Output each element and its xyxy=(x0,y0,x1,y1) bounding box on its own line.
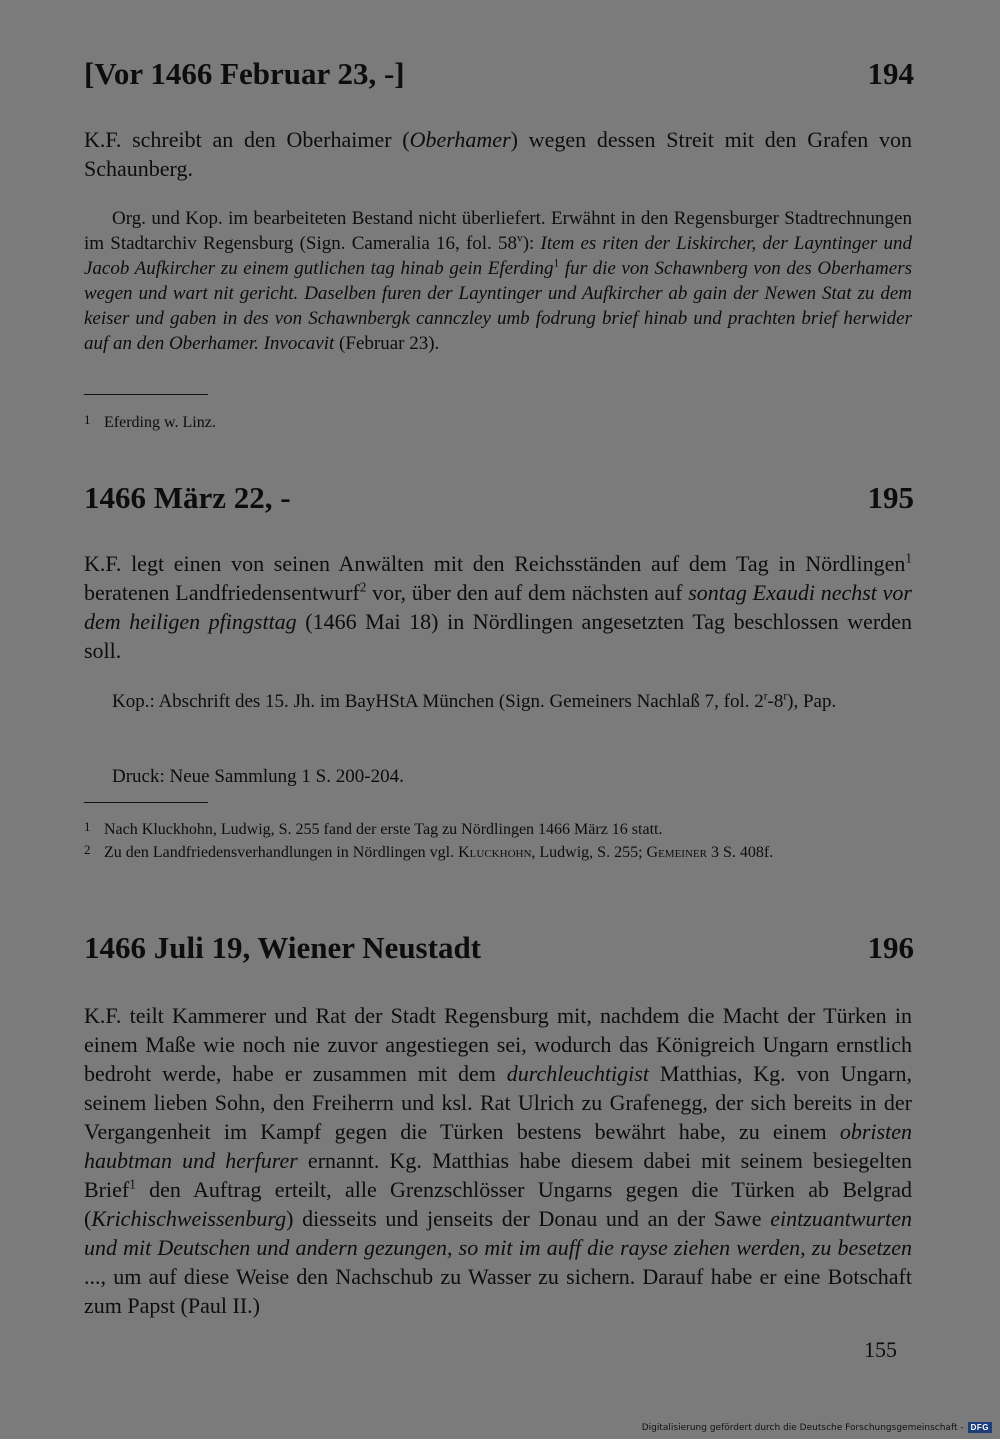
footer-credit xyxy=(642,1422,992,1433)
footnote-2: 2 Zu den Landfriedensverhandlungen in Nördlingen vgl. Kluckhohn, Ludwig, S. 255; Gemeiner 3 S. 408f. xyxy=(84,842,774,861)
entry-number: 195 xyxy=(867,480,914,515)
entry-195-summary: K.F. legt einen von seinen Anwälten mit den Reichsständen auf dem Tag in Nördlingen$^1$ beratenen Landfriedensentwurf$^2$ vor, über den auf dem nächsten auf sontag Exaudi nechst vor dem heiligen pfingsttag (1466 Mai 18) in Nördlingen angesetzten Tag beschlossen werden soll. xyxy=(84,550,912,663)
entry-195-source-note: Kop.: Abschrift des 15. Jh. im BayHStA München (Sign. Gemeiners Nachlaß 7, fol. 2$^r$-8$^r$), Pap. xyxy=(112,690,837,712)
entry-heading: 1466 März 22, - xyxy=(84,480,291,515)
footnote-divider xyxy=(84,394,208,395)
entry-194-header xyxy=(84,56,914,92)
entry-heading: 1466 Juli 19, Wiener Neustadt xyxy=(84,930,482,965)
footnote-1: 1 Eferding w. Linz. xyxy=(84,412,216,431)
entry-194-source-note: Org. und Kop. im bearbeiteten Bestand nicht überliefert. Erwähnt in den Regensburger Stadtrechnungen im Stadtarchiv Regensburg (Sign. Cameralia 16, fol. 58$^v$): Item es riten der Liskircher, der Layntinger und Jacob Aufkircher zu einem gutlichen tag hinab gein Eferding$^1$ fur die von Schawnberg von des Oberhamers wegen und wart nit gericht. Daselben furen der Layntinger und Aufkircher ab gain der Newen Stat zu dem keiser und gaben in des von Schawnbergk cannczley umb fodrung brief hinab und prachten brief herwider auf an den Oberhamer. Invocavit (Februar 23). xyxy=(84,208,912,354)
entry-number: 194 xyxy=(867,56,914,91)
entry-number: 196 xyxy=(867,930,914,965)
entry-196-header xyxy=(84,930,914,966)
page-number: 155 xyxy=(864,1337,897,1362)
entry-195-header xyxy=(84,480,914,516)
entry-194-summary: K.F. schreibt an den Oberhaimer (Oberhamer) wegen dessen Streit mit den Grafen von Schaunberg. xyxy=(84,127,912,181)
entry-heading: [Vor 1466 Februar 23, -] xyxy=(84,56,405,91)
dfg-logo-icon: DFG xyxy=(968,1422,992,1433)
entry-196-summary: K.F. teilt Kammerer und Rat der Stadt Regensburg mit, nachdem die Macht der Türken in einem Maße wie noch nie zuvor angestiegen sei, wodurch das Königreich Ungarn ernstlich bedroht werde, habe er zusammen mit dem durchleuchtigist Matthias, Kg. von Ungarn, seinem lieben Sohn, den Freiherrn und ksl. Rat Ulrich zu Grafenegg, der sich bereits in der Vergangenheit im Kampf gegen die Türken bestens bewährt habe, zu einem obristen haubtman und herfurer ernannt. Kg. Matthias habe diesem dabei mit seinem besiegelten Brief$^1$ den Auftrag erteilt, alle Grenzschlösser Ungarns gegen die Türken ab Belgrad (Krichischweissenburg) diesseits und jenseits der Donau und an der Sawe eintzuantwurten und mit Deutschen und andern gezungen, so mit im auff die rayse ziehen werden, zu besetzen ..., um auf diese Weise den Nachschub zu Wasser zu sichern. Darauf habe er eine Botschaft zum Papst (Paul II.) xyxy=(84,1003,912,1318)
footnote-divider xyxy=(84,802,208,803)
footer-text: Digitalisierung gefördert durch die Deutsche Forschungsgemeinschaft - xyxy=(641,1422,964,1433)
entry-195-print-note: Druck: Neue Sammlung 1 S. 200-204. xyxy=(112,766,404,787)
footnote-1: 1 Nach Kluckhohn, Ludwig, S. 255 fand der erste Tag zu Nördlingen 1466 März 16 statt. xyxy=(84,819,663,838)
